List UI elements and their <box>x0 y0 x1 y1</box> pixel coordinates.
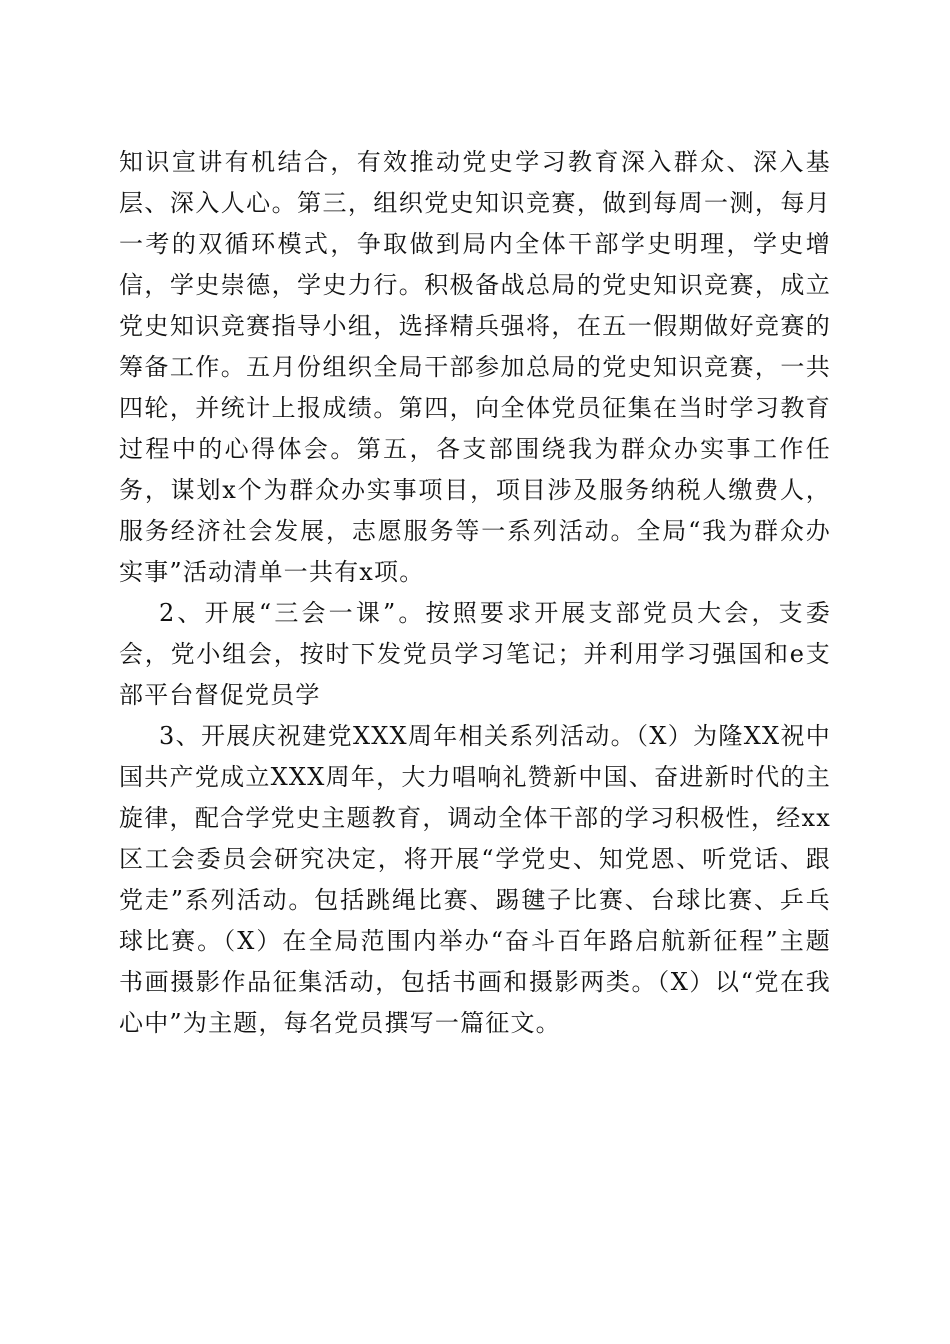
paragraph-item-3-anniversary-activities: 3、开展庆祝建党XXX周年相关系列活动。（X）为隆XX祝中国共产党成立XXX周年，大力唱响礼赞新中国、奋进新时代的主旋律，配合学党史主题教育，调动全体干部的学习积极性，经xx区工会委员会研究决定，将开展“学党史、知党恩、听党话、跟党走”系列活动。包括跳绳比赛、踢毽子比赛、台球比赛、乒乓球比赛。（X）在全局范围内举办“奋斗百年路启航新征程”主题书画摄影作品征集活动，包括书画和摄影两类。（X）以“党在我心中”为主题，每名党员撰写一篇征文。 <box>119 722 831 1037</box>
paragraph-item-2-three-meetings-one-lesson: 2、开展“三会一课”。按照要求开展支部党员大会，支委会，党小组会，按时下发党员学习笔记；并利用学习强国和e支部平台督促党员学 <box>119 599 831 709</box>
paragraph-continued-activities: 知识宣讲有机结合，有效推动党史学习教育深入群众、深入基层、深入人心。第三，组织党史知识竞赛，做到每周一测，每月一考的双循环模式，争取做到局内全体干部学史明理，学史增信，学史崇德，学史力行。积极备战总局的党史知识竞赛，成立党史知识竞赛指导小组，选择精兵强将，在五一假期做好竞赛的筹备工作。五月份组织全局干部参加总局的党史知识竞赛，一共四轮，并统计上报成绩。第四，向全体党员征集在当时学习教育过程中的心得体会。第五，各支部围绕我为群众办实事工作任务，谋划x个为群众办实事项目，项目涉及服务纳税人缴费人，服务经济社会发展，志愿服务等一系列活动。全局“我为群众办实事”活动清单一共有x项。 <box>119 148 831 586</box>
document-body <box>119 142 831 1044</box>
